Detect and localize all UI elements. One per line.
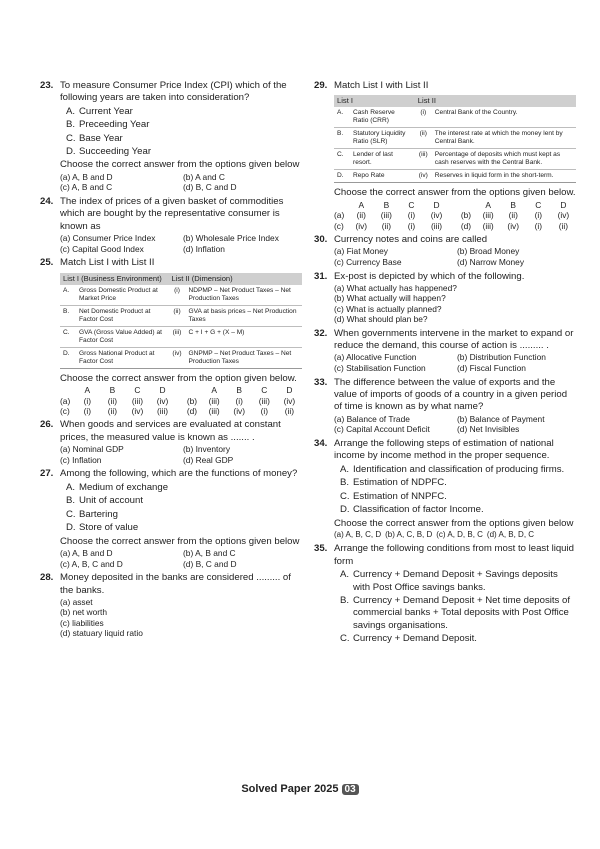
option: (a) Consumer Price Index (60, 233, 156, 244)
list-one-header: List I (Business Environment) (60, 273, 169, 285)
answer-codes: A B C D A B C D (a) (i) (ii) (iii) (iv) (b) (iii) (i) (iii) (iv) (c) (i) (ii) (iv) (iii) (d) (iii) (iv) (i) (ii) (60, 385, 302, 416)
question-23 (40, 80, 302, 193)
match-table (334, 95, 576, 183)
question-text: To measure Consumer Price Index (CPI) which of the following years are taken into consideration? (60, 80, 287, 104)
table-row: B. Net Domestic Product at Factor Cost (ii) GVA at basis prices – Net Production Taxes (60, 305, 302, 326)
statement-item: D. Classification of factor Income. (340, 504, 484, 516)
question-text: Match List I with List II (60, 257, 155, 269)
question-30 (314, 234, 576, 268)
page-number-badge: 03 (342, 784, 359, 795)
statement-item: A. Currency + Demand Deposit + Savings deposits with Post Office savings banks. (340, 569, 558, 593)
code-row: (a) (i) (ii) (iii) (iv) (b) (iii) (i) (iii) (iv) (60, 395, 296, 406)
option: (b) Broad Money (457, 246, 520, 257)
footer-title: Solved Paper 2025 (241, 783, 339, 795)
answer-options (334, 530, 576, 540)
table-row: A. Cash Reserve Ratio (CRR) (i) Central Bank of the Country. (334, 107, 576, 128)
option: (b) Balance of Payment (457, 413, 545, 424)
option: (a) asset (60, 596, 93, 607)
option: (b) Wholesale Price Index (183, 233, 279, 244)
option: (c) A, B, C and D (60, 558, 123, 569)
option: (d) Fiscal Function (457, 363, 526, 374)
question-number: 23. (40, 80, 54, 91)
option: (c) A, D, B, C (436, 529, 483, 539)
match-table (60, 273, 302, 369)
question-number: 25. (40, 257, 54, 269)
option: (b) A, C, B, D (385, 529, 433, 539)
question-number: 28. (40, 572, 54, 584)
option: (c) Currency Base (334, 257, 402, 268)
statement-item: C. Bartering (66, 508, 118, 520)
answer-options (334, 414, 576, 435)
question-number: 29. (314, 80, 328, 91)
table-row: C. GVA (Gross Value Added) at Factor Cost (iii) C + I + G + (X – M) (60, 326, 302, 347)
answer-options (60, 172, 302, 193)
question-25 (40, 257, 302, 416)
list-two-header: List II (Dimension) (169, 273, 303, 285)
option: (b) What actually will happen? (334, 293, 446, 304)
statement-list (334, 464, 576, 517)
question-text: Money deposited in the banks are considered ......... of the banks. (60, 572, 291, 596)
code-row: (c) (i) (ii) (iv) (iii) (d) (iii) (iv) (i) (ii) (60, 406, 295, 417)
question-text: Arrange the following conditions from most to least liquid form (334, 543, 574, 567)
option: (a) A, B and D (60, 171, 113, 182)
instruction: Choose the correct answer from the options given below. (334, 187, 576, 199)
instruction: Choose the correct answer from the options given below (334, 517, 574, 529)
question-text: The index of prices of a given basket of commodities which are bought by the representative consumer is known as (60, 196, 284, 232)
instruction: Choose the correct answer from the options given below (60, 535, 300, 547)
option: (a) Nominal GDP (60, 444, 124, 455)
answer-codes: A B C D A B C D (a) (ii) (iii) (i) (iv) (b) (iii) (ii) (i) (iv) (c) (iv) (ii) (i) (iii) (d) (iii) (iv) (i) (ii) (334, 200, 576, 231)
option: (d) A, B, D, C (486, 529, 535, 539)
option: (d) Real GDP (183, 454, 234, 465)
statement-list (60, 106, 302, 159)
answer-options (60, 233, 302, 254)
list-two-header: List II (415, 95, 576, 107)
question-text: When goods and services are evaluated at constant prices, the measured value is known as ....... . (60, 419, 281, 443)
page-footer (0, 783, 600, 795)
option: (a) Balance of Trade (334, 413, 410, 424)
left-column (40, 80, 302, 642)
question-number: 31. (314, 270, 328, 282)
statement-item: C. Estimation of NNPFC. (340, 490, 447, 502)
question-26 (40, 419, 302, 465)
option: (d) What should plan be? (334, 314, 428, 325)
statement-item: B. Unit of account (66, 495, 143, 507)
statement-item: B. Estimation of NDPFC. (340, 477, 447, 489)
code-row: (a) (ii) (iii) (i) (iv) (b) (iii) (ii) (i) (iv) (334, 210, 570, 221)
option: (b) Distribution Function (457, 352, 546, 363)
question-31 (314, 271, 576, 325)
question-34 (314, 438, 576, 540)
instruction: Choose the correct answer from the option given below. (60, 372, 297, 384)
option: (b) net worth (60, 607, 108, 618)
option: (a) Allocative Function (334, 352, 417, 363)
statement-item: A. Medium of exchange (66, 481, 169, 493)
question-text: Ex-post is depicted by which of the following. (334, 270, 525, 282)
question-27 (40, 468, 302, 569)
question-number: 35. (314, 543, 328, 555)
statement-item: C. Currency + Demand Deposit. (340, 633, 477, 645)
question-number: 32. (314, 327, 328, 339)
option: (c) What is actually planned? (334, 303, 442, 314)
table-row: A. Gross Domestic Product at Market Price (i) NDPMP – Net Product Taxes – Net Production Taxes (60, 285, 302, 306)
question-29 (314, 80, 576, 231)
option: (d) Inflation (183, 243, 225, 254)
question-35 (314, 543, 576, 645)
option: (c) Capital Good Index (60, 243, 144, 254)
option: (c) Stabilisation Function (334, 363, 426, 374)
table-row: D. Repo Rate (iv) Reserves in liquid form in the short-term. (334, 170, 576, 183)
option: (d) B, C and D (183, 558, 237, 569)
question-number: 33. (314, 376, 328, 388)
question-number: 27. (40, 468, 54, 480)
option: (d) Net Invisibles (457, 424, 520, 435)
option: (a) A, B and D (60, 547, 113, 558)
question-text: Among the following, which are the functions of money? (60, 468, 298, 480)
table-row: B. Statutory Liquidity Ratio (SLR) (ii) The interest rate at which the money lent by Central Bank. (334, 128, 576, 149)
answer-options (60, 444, 302, 465)
question-32 (314, 328, 576, 374)
question-text: Currency notes and coins are called (334, 234, 488, 246)
option: (c) A, B and C (60, 182, 113, 193)
option: (a) What actually has happened? (334, 283, 457, 294)
option: (b) A and C (183, 171, 225, 182)
option: (c) liabilities (60, 617, 104, 628)
table-row: D. Gross National Product at Factor Cost (iv) GNPMP – Net Product Taxes – Net Production Taxes (60, 347, 302, 368)
question-number: 26. (40, 419, 54, 431)
option: (b) Inventory (183, 444, 231, 455)
question-24 (40, 196, 302, 254)
option: (c) Inflation (60, 454, 102, 465)
code-row: (c) (iv) (ii) (i) (iii) (d) (iii) (iv) (i) (ii) (334, 220, 569, 231)
statement-item: D. Succeeding Year (66, 146, 152, 158)
instruction: Choose the correct answer from the options given below (60, 159, 300, 171)
question-33 (314, 377, 576, 435)
question-text: When governments intervene in the market to expand or reduce the demand, this course of action is ......... . (334, 327, 574, 352)
statement-item: D. Store of value (66, 522, 139, 534)
answer-options (334, 352, 576, 373)
statement-item: A. Current Year (66, 105, 133, 117)
option: (d) Narrow Money (457, 257, 525, 268)
right-column (314, 80, 576, 649)
question-number: 24. (40, 196, 54, 208)
question-number: 30. (314, 234, 328, 246)
option: (d) statuary liquid ratio (60, 628, 143, 639)
statement-item: B. Preceeding Year (66, 119, 150, 131)
statement-list (60, 482, 302, 535)
statement-list (334, 569, 576, 645)
answer-options (334, 246, 576, 267)
option: (d) B, C and D (183, 182, 237, 193)
option: (a) A, B, C, D (334, 529, 382, 539)
statement-item: C. Base Year (66, 132, 123, 144)
statement-item: A. Identification and classification of producing firms. (340, 463, 565, 475)
list-one-header: List I (334, 95, 415, 107)
answer-options (60, 548, 302, 569)
question-text: The difference between the value of exports and the value of imports of goods of a country in a given period of time is known as by what name? (334, 376, 568, 413)
question-28 (40, 572, 302, 638)
option: (c) Capital Account Deficit (334, 424, 430, 435)
option: (b) A, B and C (183, 547, 236, 558)
option: (a) Fiat Money (334, 246, 388, 257)
question-number: 34. (314, 438, 328, 450)
statement-item: B. Currency + Demand Deposit + Net time deposits of commercial banks + Total deposits with Post Office savings organisations. (340, 594, 571, 631)
table-row: C. Lender of last resort. (iii) Percentage of deposits which must kept as cash reserves with the Central Bank. (334, 149, 576, 170)
question-text: Match List I with List II (334, 80, 429, 91)
question-text: Arrange the following steps of estimation of national income by income method in the proper sequence. (334, 438, 554, 462)
